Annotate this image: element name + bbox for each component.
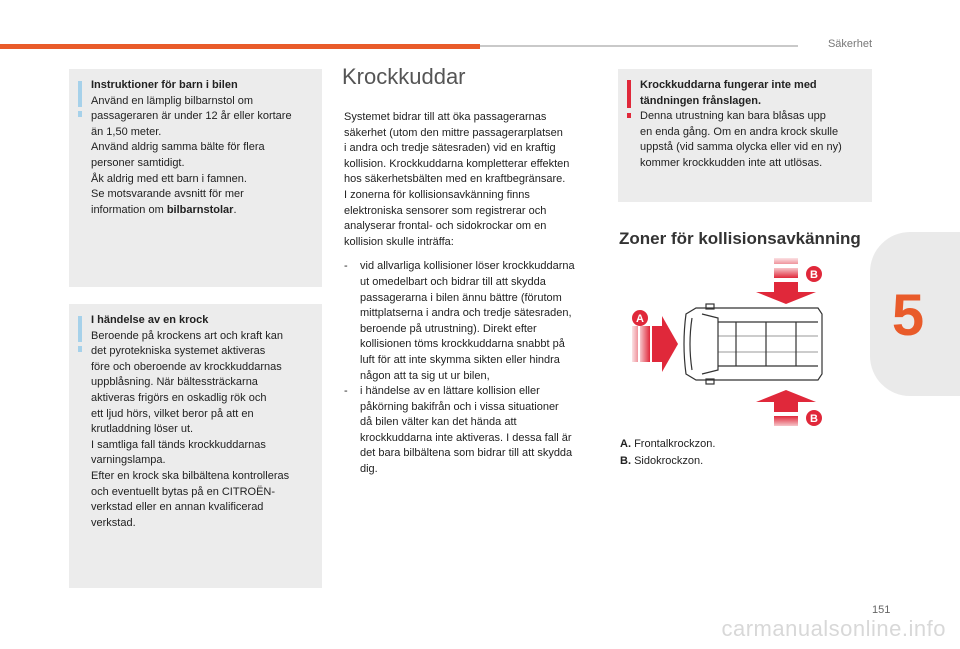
zones-legend	[620, 436, 715, 470]
crash-line: I samtliga fall tänds krockkuddarnas	[91, 438, 266, 451]
legend-item	[620, 453, 715, 470]
warning-line: Denna utrustning kan bara blåsas upp	[640, 110, 826, 123]
list-line: påkörning bakifrån och i vissa situationer	[360, 400, 559, 413]
label-b-top-text: B	[810, 269, 818, 281]
child-line-prefix: information om	[91, 203, 167, 216]
section-title: Säkerhet	[827, 38, 872, 50]
info-icon	[78, 316, 82, 342]
warning-text	[640, 78, 860, 172]
warning-icon-dot	[627, 113, 631, 118]
main-body	[344, 110, 604, 478]
child-line-suffix: .	[233, 203, 237, 216]
crash-line: varningslampa.	[91, 454, 166, 467]
label-a-text: A	[636, 313, 644, 325]
legend-item	[620, 436, 715, 453]
list-line: då bilen välter kan det hända att	[360, 416, 517, 429]
list-line: i händelse av en lättare kollision eller	[360, 385, 540, 398]
child-line: Åk aldrig med ett barn i famnen.	[91, 172, 247, 185]
crash-zone-diagram	[626, 256, 826, 432]
header-rule	[480, 45, 798, 47]
list-line: dig.	[360, 463, 378, 476]
child-line: Använd aldrig samma bälte för flera	[91, 141, 265, 154]
crash-info-text	[91, 313, 310, 531]
side-arrow-top	[756, 258, 816, 304]
vehicle-top-view	[684, 304, 822, 384]
crash-line: det pyrotekniska systemet aktiveras	[91, 345, 266, 358]
list-line: beroende på utrustning). Direkt efter	[360, 322, 537, 335]
list-item	[344, 384, 604, 478]
zones-heading: Zoner för kollisionsavkänning	[619, 229, 861, 248]
warning-box	[618, 69, 872, 202]
paragraph-line: I zonerna för kollisionsavkänning finns	[344, 188, 530, 201]
child-instructions-box	[69, 69, 322, 287]
paragraph-line: analyserar frontal- och sidokrockar om en	[344, 220, 547, 233]
label-b-bottom-marker	[806, 410, 822, 426]
paragraph-line: kollision. Krockkuddarna kompletterar effekten	[344, 157, 570, 170]
crash-line: Efter en krock ska bilbältena kontrolleras	[91, 469, 290, 482]
crash-line: uppblåsning. När bältessträckarna	[91, 376, 258, 389]
child-line-last	[91, 203, 310, 219]
warning-title: tändningen frånslagen.	[640, 94, 762, 107]
chapter-number: 5	[891, 283, 925, 348]
warning-line: uppstå (vid samma olycka eller vid en ny)	[640, 141, 842, 154]
header-accent-bar	[0, 44, 480, 49]
crash-line: ett ljud hörs, vilket beror på att en	[91, 407, 254, 420]
crash-line: verkstad eller en annan kvalificerad	[91, 501, 264, 514]
child-line: än 1,50 meter.	[91, 125, 162, 138]
legend-key: A.	[620, 438, 631, 450]
child-instructions-title: Instruktioner för barn i bilen	[91, 79, 238, 91]
list-line: det bara bilbältena som bidrar till att skydda	[360, 447, 573, 460]
crash-line: verkstad.	[91, 516, 136, 529]
warning-line: kommer krockkudden inte att utlösas.	[640, 156, 823, 169]
label-b-top-marker	[806, 266, 822, 282]
crash-info-title: I händelse av en krock	[91, 314, 209, 326]
paragraph-line: elektroniska sensorer som registrerar och	[344, 204, 547, 217]
warning-line: en enda gång. Om en andra krock skulle	[640, 125, 839, 138]
paragraph-line: i andra och tredje sätesraden) vid en kraftig	[344, 142, 556, 155]
list-line: krockkuddarna inte aktiveras. I dessa fall är	[360, 431, 572, 444]
crash-line: krutladdning löser ut.	[91, 423, 194, 436]
crash-line: Beroende på krockens art och kraft kan	[91, 329, 283, 342]
chapter-tab	[870, 232, 960, 396]
warning-icon	[627, 80, 631, 108]
page-number: 151	[872, 604, 891, 616]
warning-title: Krockkuddarna fungerar inte med	[640, 79, 817, 91]
label-a-marker	[632, 310, 648, 326]
paragraph-line: hos säkerhetsbälten med en kraftbegränsare.	[344, 173, 566, 186]
info-icon	[78, 81, 82, 107]
list-dash: -	[344, 260, 348, 273]
label-b-bottom-text: B	[810, 413, 818, 425]
legend-key: B.	[620, 455, 631, 467]
page-title: Krockkuddar	[342, 64, 466, 89]
legend-text: Frontalkrockzon.	[634, 438, 716, 450]
child-line: Se motsvarande avsnitt för mer	[91, 188, 244, 201]
list-line: kollisionen töms krockkuddarna snabbt på	[360, 338, 565, 351]
crash-line: och eventuellt bytas på en CITROËN-	[91, 485, 276, 498]
child-seat-link-text: bilbarnstolar	[166, 203, 234, 216]
list-line: ut omedelbart och bidrar till att skydda	[360, 275, 546, 288]
list-line: mittplatserna i andra och tredje sätesraden,	[360, 307, 572, 320]
crash-line: aktiveras frigörs en oskadlig rök och	[91, 391, 267, 404]
list-line: luft för att inte skymma sikten eller hindra	[360, 353, 560, 366]
list-item	[344, 259, 604, 384]
paragraph-line: säkerhet (utom den mittre passagerarplatsen	[344, 126, 563, 139]
list-line: någon att ta sig ut ur bilen,	[360, 369, 490, 382]
list-line: passagerarna i bilen ännu bättre (förutom	[360, 291, 562, 304]
legend-text: Sidokrockzon.	[634, 455, 704, 467]
child-line: personer samtidigt.	[91, 156, 185, 169]
list-dash: -	[344, 385, 348, 398]
child-line: Använd en lämplig bilbarnstol om	[91, 94, 254, 107]
list-line: vid allvarliga kollisioner löser krockkuddarna	[360, 260, 575, 273]
child-instructions-text	[91, 78, 310, 218]
crash-info-box	[69, 304, 322, 588]
paragraph-line: kollision skulle inträffa:	[344, 235, 454, 248]
paragraph-line: Systemet bidrar till att öka passagerarnas	[344, 111, 547, 123]
crash-line: före och oberoende av krockkuddarnas	[91, 360, 282, 373]
watermark: carmanualsonline.info	[721, 616, 946, 641]
child-line: passageraren är under 12 år eller kortare	[91, 110, 292, 123]
